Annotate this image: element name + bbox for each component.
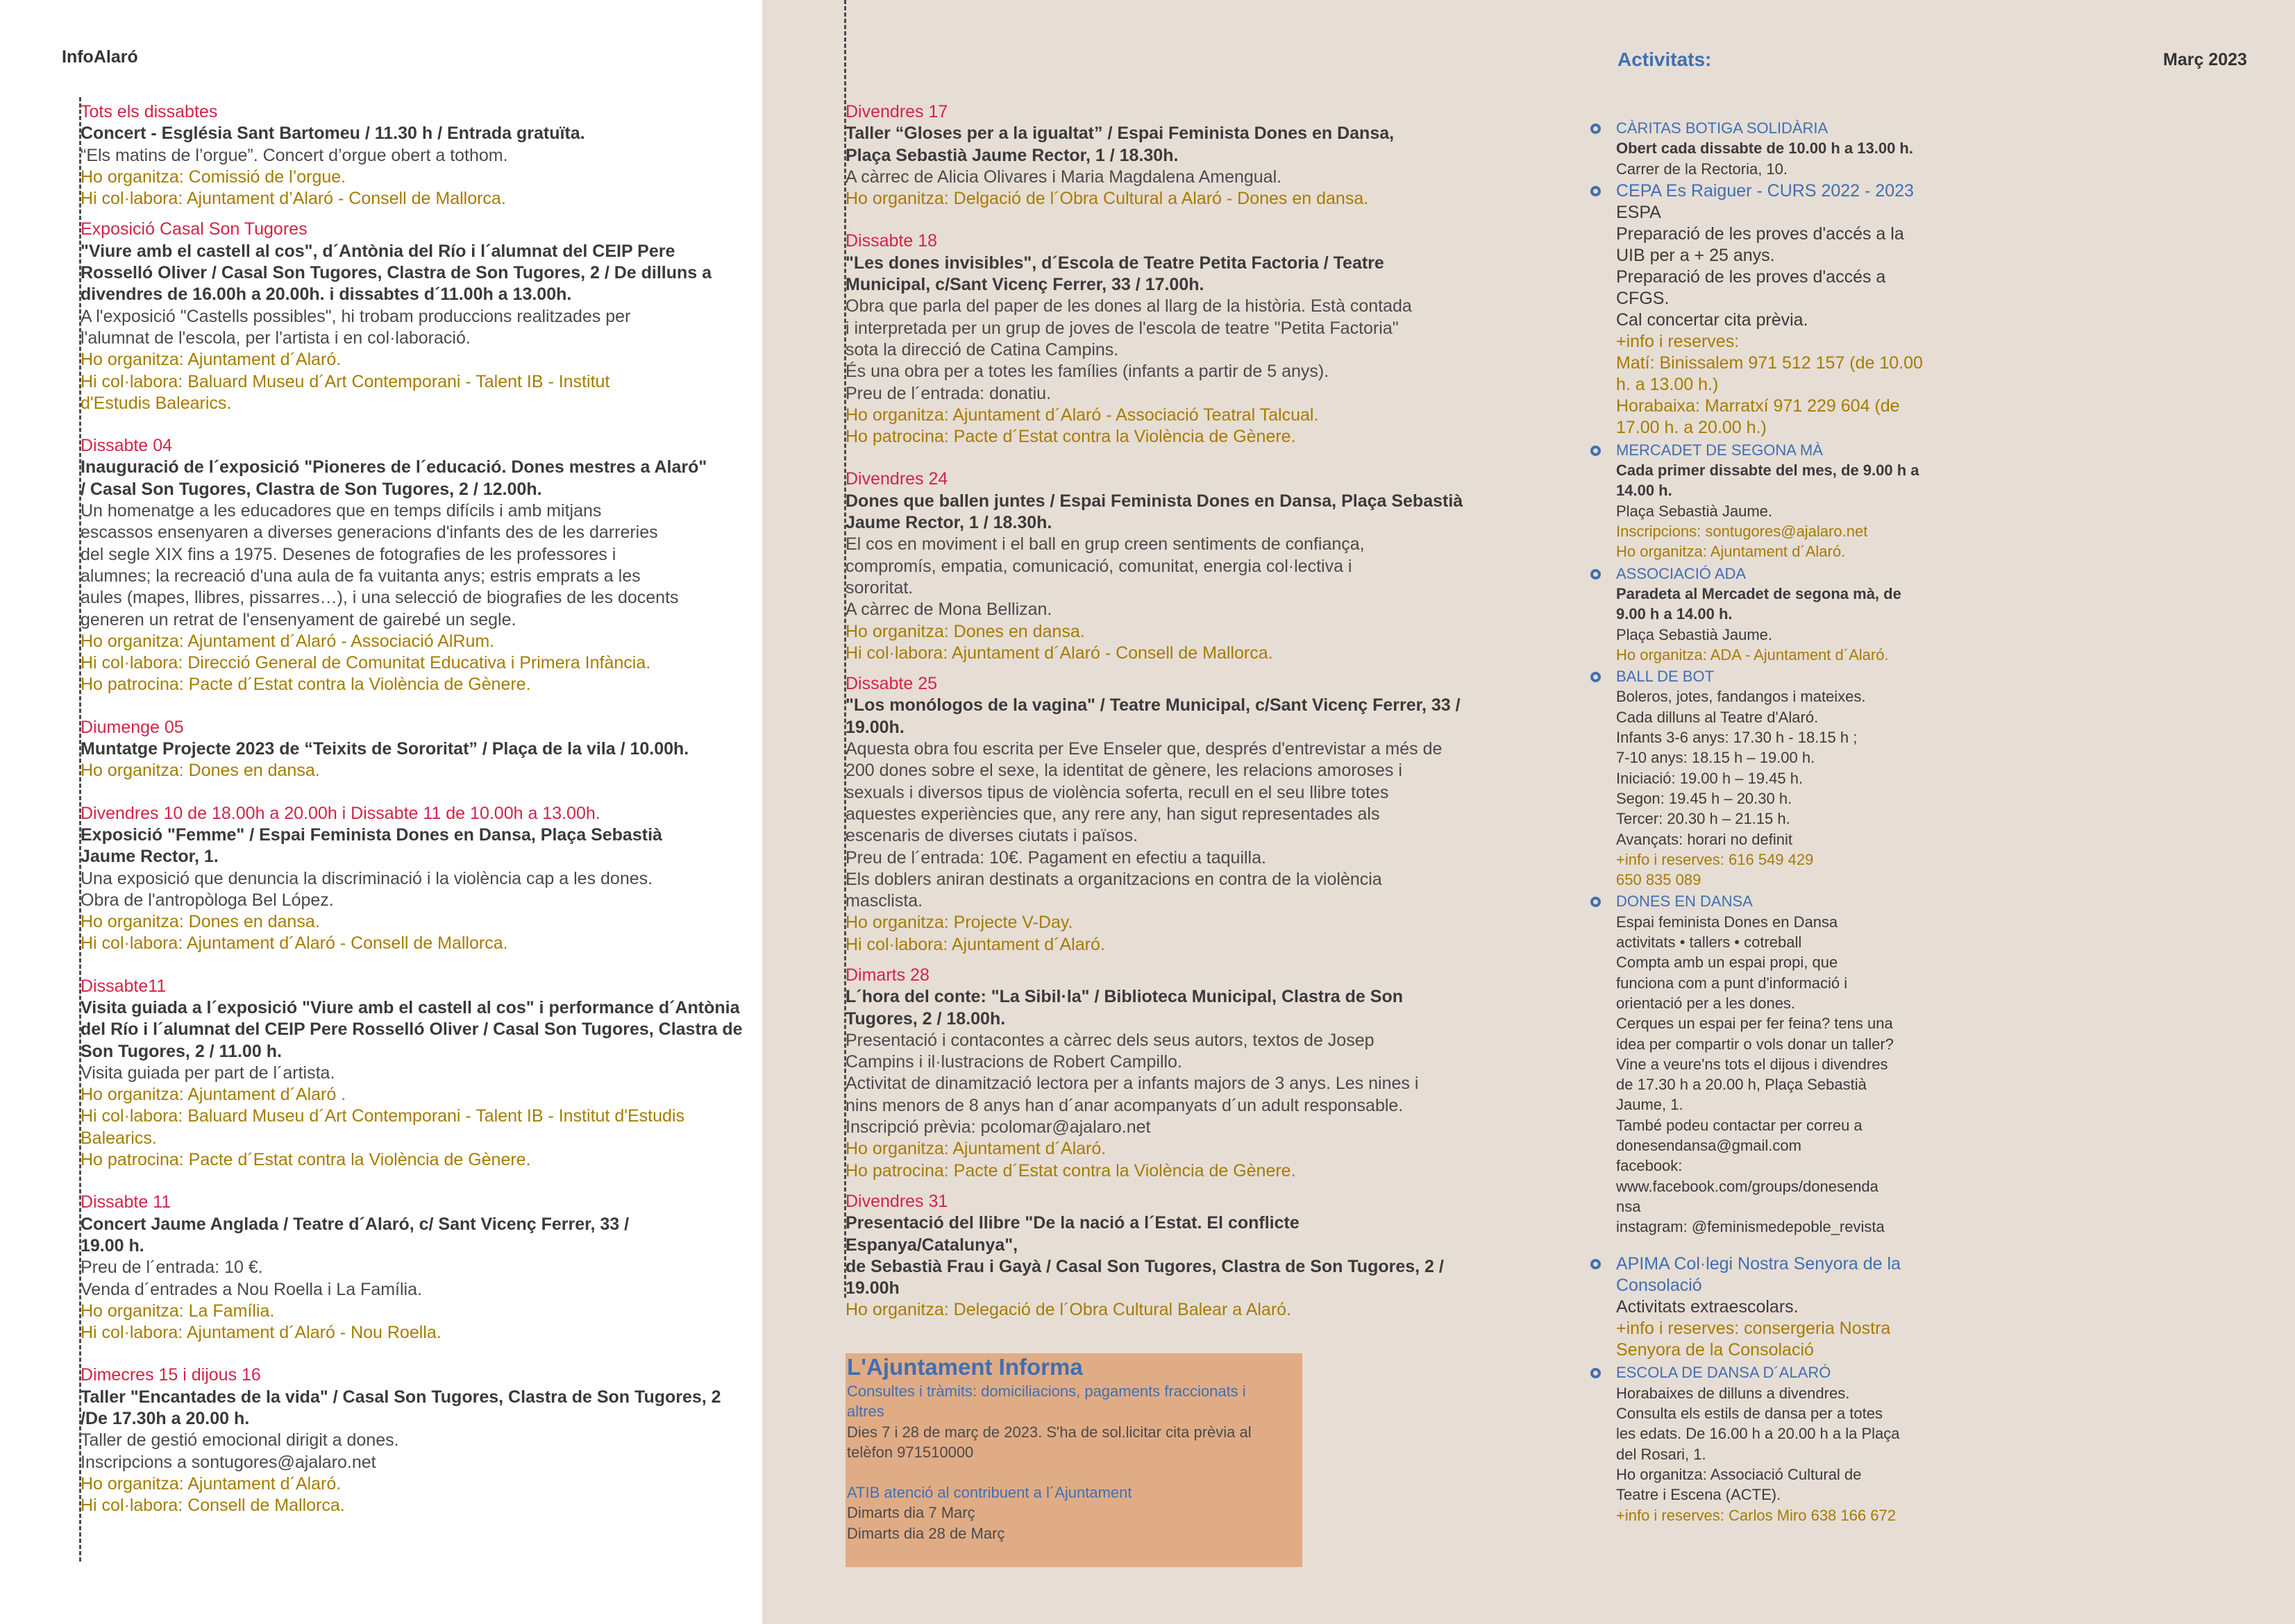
activity-text-line: Consulta els estils de dansa per a totes [1616,1405,1883,1423]
event-date-title: Dissabte 25 [846,674,938,694]
event-organizer-line: Ho organitza: Ajuntament d´Alaró - Associació Teatral Talcual. [846,405,1319,425]
publication-title: InfoAlaró [62,47,138,67]
activity-highlight-line: 14.00 h. [1616,482,1672,500]
event-description-line: Obra de l'antropòloga Bel López. [81,890,334,910]
event-date-title: Diumenge 05 [81,717,184,737]
activity-text-line: 7-10 anys: 18.15 h – 19.00 h. [1616,749,1815,767]
bullet-circle-icon [1590,446,1601,456]
event-block [81,1192,747,1344]
event-organizer-line: Ho organitza: Dones en dansa. [81,761,320,781]
activity-text-line: de 17.30 h a 20.00 h, Plaça Sebastià [1616,1076,1867,1094]
event-date-title: Divendres 24 [846,469,948,489]
event-heading-line: Dones que ballen juntes / Espai Feminista Dones en Dansa, Plaça Sebastià [846,491,1463,511]
event-date-title: Divendres 10 de 18.00h a 20.00h i Dissabte 11 de 10.00h a 13.00h. [81,803,600,823]
event-date-title: Dimarts 28 [846,965,930,985]
event-description-line: A càrrec de Mona Bellizan. [846,600,1052,620]
activity-title-continued: Consolació [1616,1276,1702,1296]
event-description-line: aules (mapes, llibres, pissarres…), i una selecció de biografies de les docents [81,588,679,608]
event-heading-line: divendres de 16.00h a 20.00h. i dissabtes d´11.00h a 13.00h. [81,285,572,305]
event-date-title: Dimecres 15 i dijous 16 [81,1365,261,1385]
event-organizer-line: Ho organitza: Comissió de l’orgue. [81,167,346,187]
activity-text-line: Vine a veure'ns tots el dijous i divendres [1616,1055,1888,1073]
event-heading-line: Taller "Encantades de la vida" / Casal Son Tugores, Clastra de Son Tugores, 2 [81,1387,721,1407]
activity-highlight-line: 9.00 h a 14.00 h. [1616,605,1733,623]
event-organizer-line: Ho patrocina: Pacte d´Estat contra la Violència de Gènere. [846,1160,1296,1181]
activity-text-line: orientació per a les dones. [1616,994,1796,1012]
activity-info-line: +info i reserves: 616 549 429 [1616,850,1814,868]
event-heading-line: Exposició "Femme" / Espai Feminista Dones en Dansa, Plaça Sebastià [81,824,662,845]
activity-text-line: del Rosari, 1. [1616,1445,1706,1463]
event-date-title: Dissabte11 [81,976,167,996]
ajuntament-text-line: telèfon 971510000 [847,1443,974,1461]
activity-text-line: Teatre i Escena (ACTE). [1616,1486,1781,1504]
event-heading-line: Taller “Gloses per a la igualtat” / Espai Feminista Dones en Dansa, [846,124,1395,144]
event-block [846,965,1470,1182]
activity-text-line: Preparació de les proves d'accés a [1616,267,1886,287]
event-description-line: i interpretada per un grup de joves de l'escola de teatre "Petita Factoria" [846,318,1399,338]
activity-info-line: 17.00 h. a 20.00 h.) [1616,417,1767,437]
activity-title: ESCOLA DE DANSA D´ALARÓ [1616,1364,1831,1382]
event-organizer-line: Ho patrocina: Pacte d´Estat contra la Violència de Gènere. [81,675,531,695]
ajuntament-informa-box [846,1353,1302,1567]
event-description-line: Activitat de dinamització lectora per a infants majors de 3 anys. Les nines i [846,1074,1419,1094]
event-block [81,101,747,210]
event-heading-line: Muntatge Projecte 2023 de “Teixits de Sororitat” / Plaça de la vila / 10.00h. [81,739,689,759]
activity-highlight-line: Paradeta al Mercadet de segona mà, de [1616,584,1901,602]
event-organizer-line: Balearics. [81,1128,157,1148]
event-description-line: escenaris de diverses ciutats i països. [846,826,1138,846]
event-heading-line: de Sebastià Frau i Gayà / Casal Son Tugores, Clastra de Son Tugores, 2 / [846,1256,1444,1276]
ajuntament-subheading-line: ATIB atenció al contribuent a l´Ajuntament [847,1484,1132,1502]
bullet-circle-icon [1590,124,1601,134]
activity-info-line: +info i reserves: Carlos Miro 638 166 672 [1616,1506,1896,1524]
event-organizer-line: Ho organitza: Dones en dansa. [81,912,320,932]
event-block [846,101,1470,210]
activity-text-line: Boleros, jotes, fandangos i mateixes. [1616,688,1866,706]
event-organizer-line: Hi col·labora: Ajuntament d´Alaró - Consell de Mallorca. [81,933,508,954]
activity-info-line: +info i reserves: [1616,331,1740,351]
ajuntament-informa-body [847,1381,1302,1543]
event-description-line: sororitat. [846,577,914,598]
activity-info-line: +info i reserves: consergeria Nostra [1616,1319,1891,1339]
event-date-title: Divendres 31 [846,1191,948,1211]
event-heading-line: "Los monólogos de la vagina" / Teatre Municipal, c/Sant Vicenç Ferrer, 33 / [846,695,1461,716]
event-description-line: Preu de l´entrada: 10 €. [81,1258,263,1278]
activity-text-line: Segon: 19.45 h – 20.30 h. [1616,789,1792,807]
event-description-line: A càrrec de Alicia Olivares i Maria Magdalena Amengual. [846,167,1282,187]
activity-text-line: Cal concertar cita prèvia. [1616,310,1808,330]
activity-title: CEPA Es Raiguer - CURS 2022 - 2023 [1616,180,1914,201]
activity-text-line: Carrer de la Rectoria, 10. [1616,160,1788,178]
event-block [81,717,747,782]
event-description-line: És una obra per a totes les famílies (infants a partir de 5 anys). [846,362,1329,382]
activity-text-line: ESPA [1616,202,1661,222]
activity-text-line: activitats • tallers • cotreball [1616,933,1802,951]
activity-text-line: Cerques un espai per fer feina? tens una [1616,1015,1893,1033]
event-date-title: Tots els dissabtes [81,102,218,121]
event-organizer-line: Ho patrocina: Pacte d´Estat contra la Violència de Gènere. [81,1150,531,1170]
activity-text-line: les edats. De 16.00 h a 20.00 h a la Plaça [1616,1425,1900,1443]
event-description-line: “Els matins de l’orgue”. Concert d’orgue obert a tothom. [81,145,508,165]
activity-text-line: www.facebook.com/groups/donesenda [1616,1177,1878,1195]
event-heading-line: Son Tugores, 2 / 11.00 h. [81,1041,282,1061]
event-organizer-line: Hi col·labora: Baluard Museu d´Art Contemporani - Talent IB - Institut [81,371,610,391]
ajuntament-informa-title: L'Ajuntament Informa [847,1354,1083,1380]
event-organizer-line: Ho organitza: Ajuntament d´Alaró. [81,350,342,370]
event-heading-line: /De 17.30h a 20.00 h. [81,1409,250,1429]
activity-text-line: instagram: @feminismedepoble_revista [1616,1218,1885,1236]
activity-info-line: Inscripcions: sontugores@ajalaro.net [1616,523,1868,541]
activity-block [1616,1253,1928,1361]
activity-title: ASSOCIACIÓ ADA [1616,564,1747,582]
activity-text-line: Jaume, 1. [1616,1096,1683,1114]
activity-info-line: Ho organitza: Ajuntament d´Alaró. [1616,543,1846,561]
event-heading-line: Municipal, c/Sant Vicenç Ferrer, 33 / 17.00h. [846,275,1204,295]
event-description-line: 200 dones sobre el sexe, la identitat de gènere, les relacions amoroses i [846,761,1402,781]
activity-text-line: nsa [1616,1197,1641,1215]
activity-text-line: Plaça Sebastià Jaume. [1616,502,1773,520]
event-block [846,673,1470,956]
activity-block [1616,440,1928,562]
activity-info-line: Matí: Binissalem 971 512 157 (de 10.00 [1616,353,1923,373]
bullet-circle-icon [1590,569,1601,580]
activity-title: APIMA Col·legi Nostra Senyora de la [1616,1254,1901,1274]
activity-text-line: CFGS. [1616,288,1670,308]
event-description-line: escassos ensenyaren a diverses generacions d'infants des de les darreries [81,523,658,543]
ajuntament-subheading-line: Consultes i tràmits: domiciliacions, pagaments fraccionats i [847,1382,1246,1400]
event-description-line: Visita guiada per part de l´artista. [81,1063,335,1083]
event-heading-line: Presentació del llibre "De la nació a l´Estat. El conflicte Espanya/Catalunya", [846,1213,1300,1255]
event-heading-line: Tugores, 2 / 18.00h. [846,1008,1006,1029]
event-organizer-line: Ho organitza: Ajuntament d´Alaró. [846,1139,1107,1159]
event-organizer-line: Hi col·labora: Ajuntament d’Alaró - Consell de Mallorca. [81,189,506,209]
bullet-circle-icon [1590,186,1601,196]
activity-title: MERCADET DE SEGONA MÀ [1616,441,1823,459]
issue-date: Març 2023 [2163,50,2247,69]
event-description-line: alumnes; la recreació d'una aula de fa vuitanta anys; estris emprats a les [81,566,641,586]
events-column-1 [81,101,747,1526]
activity-title: BALL DE BOT [1616,668,1715,686]
event-block [81,1364,747,1516]
event-heading-line: "Les dones invisibles", d´Escola de Teatre Petita Factoria / Teatre [846,253,1384,273]
event-description-line: Venda d´entrades a Nou Roella i La Família. [81,1279,422,1299]
event-description-line: Els doblers aniran destinats a organitzacions en contra de la violència [846,869,1382,889]
event-heading-line: 19.00h [846,1278,900,1299]
activity-text-line: Cada dilluns al Teatre d'Alaró. [1616,708,1819,726]
event-description-line: del segle XIX fins a 1975. Desenes de fotografies de les professores i [81,544,616,564]
event-date-title: Dissabte 18 [846,231,938,251]
event-heading-line: Jaume Rector, 1 / 18.30h. [846,513,1052,533]
activity-info-line: Horabaixa: Marratxí 971 229 604 (de [1616,396,1900,416]
event-organizer-line: Hi col·labora: Ajuntament d´Alaró - Nou Roella. [81,1323,442,1343]
event-description-line: sota la direcció de Catina Campins. [846,339,1119,360]
event-organizer-line: Ho organitza: Delegació de l´Obra Cultural Balear a Alaró. [846,1300,1292,1320]
event-block [81,219,747,414]
activity-block [1616,118,1928,179]
event-description-line: Inscripció prèvia: pcolomar@ajalaro.net [846,1117,1151,1137]
event-date-title: Exposició Casal Son Tugores [81,219,308,239]
event-organizer-line: Ho organitza: La Família. [81,1301,275,1321]
event-heading-line: / Casal Son Tugores, Clastra de Son Tugores, 2 / 12.00h. [81,479,542,499]
event-description-line: Taller de gestió emocional dirigit a dones. [81,1430,399,1450]
event-heading-line: Rosselló Oliver / Casal Son Tugores, Clastra de Son Tugores, 2 / De dilluns a [81,263,712,283]
event-description-line: sexuals i diversos tipus de violència soferta, recull en el seu llibre totes [846,782,1389,802]
activity-highlight-line: Obert cada dissabte de 10.00 h a 13.00 h. [1616,139,1913,158]
event-organizer-line: Ho organitza: Ajuntament d´Alaró. [81,1473,342,1494]
event-heading-line: "Viure amb el castell al cos", d´Antònia del Río i l´alumnat del CEIP Pere [81,241,675,261]
activity-text-line: Horabaixes de dilluns a divendres. [1616,1384,1850,1402]
event-description-line: Inscripcions a sontugores@ajalaro.net [81,1452,376,1472]
activity-text-line: Preparació de les proves d'accés a la [1616,223,1904,244]
events-column-2 [846,101,1470,1330]
ajuntament-text-line: Dimarts dia 7 Març [847,1504,975,1522]
activity-text-line: facebook: [1616,1157,1683,1175]
activity-text-line: UIB per a + 25 anys. [1616,245,1775,265]
event-description-line: nins menors de 8 anys han d´anar acompanyats d´un adult responsable. [846,1095,1404,1115]
event-block [81,976,747,1172]
event-organizer-line: Hi col·labora: Baluard Museu d´Art Contemporani - Talent IB - Institut d'Estudis [81,1106,684,1126]
event-heading-line: 19.00 h. [81,1235,144,1255]
event-organizer-line: Hi col·labora: Direcció General de Comunitat Educativa i Primera Infància. [81,653,651,673]
event-organizer-line: Hi col·labora: Consell de Mallorca. [81,1496,345,1516]
activity-block [1616,891,1928,1237]
activity-title: DONES EN DANSA [1616,893,1753,911]
event-heading-line: 19.00h. [846,717,905,737]
activity-block [1616,564,1928,665]
activities-heading: Activitats: [1617,49,1712,70]
activity-title: CÀRITAS BOTIGA SOLIDÀRIA [1616,119,1829,137]
activity-text-line: Espai feminista Dones en Dansa [1616,913,1838,931]
activity-text-line: Infants 3-6 anys: 17.30 h - 18.15 h ; [1616,729,1858,747]
event-block [81,803,747,955]
activity-text-line: També podeu contactar per correu a [1616,1116,1863,1134]
event-organizer-line: Ho patrocina: Pacte d´Estat contra la Violència de Gènere. [846,427,1296,447]
event-description-line: l'alumnat de l'escola, per l'artista i en col·laboració. [81,328,471,348]
activity-highlight-line: Cada primer dissabte del mes, de 9.00 h a [1616,462,1919,480]
event-description-line: masclista. [846,891,923,911]
event-organizer-line: d'Estudis Balearics. [81,393,232,413]
event-organizer-line: Ho organitza: Ajuntament d´Alaró . [81,1085,346,1105]
activity-text-line: donesendansa@gmail.com [1616,1136,1801,1154]
activity-info-line: Senyora de la Consolació [1616,1340,1814,1360]
activity-block [1616,666,1928,890]
event-block [846,1191,1470,1321]
activity-info-line: Ho organitza: ADA - Ajuntament d´Alaró. [1616,645,1889,663]
event-heading-line: Concert - Església Sant Bartomeu / 11.30 h / Entrada gratuïta. [81,124,585,144]
event-description-line: Una exposició que denuncia la discriminació i la violència cap a les dones. [81,868,653,888]
activity-text-line: Activitats extraescolars. [1616,1297,1799,1317]
event-block [81,435,747,696]
event-organizer-line: Ho organitza: Dones en dansa. [846,621,1085,641]
event-heading-line: Inauguració de l´exposició "Pioneres de l´educació. Dones mestres a Alaró" [81,457,707,477]
event-description-line: Obra que parla del paper de les dones al llarg de la història. Està contada [846,296,1412,316]
event-description-line: generen un retrat de l'ensenyament de gairebé un segle. [81,609,516,629]
event-block [846,468,1470,664]
event-heading-line: Visita guiada a l´exposició "Viure amb el castell al cos" i performance d´Antònia [81,997,740,1017]
event-description-line: Presentació i contacontes a càrrec dels seus autors, textos de Josep [846,1030,1375,1050]
event-organizer-line: Ho organitza: Delgació de l´Obra Cultural a Alaró - Dones en dansa. [846,189,1369,209]
activity-text-line: Iniciació: 19.00 h – 19.45 h. [1616,769,1804,787]
ajuntament-text-line: Dimarts dia 28 de Març [847,1524,1005,1542]
event-description-line: El cos en moviment i el ball en grup creen sentiments de confiança, [846,534,1365,555]
ajuntament-text-line: Dies 7 i 28 de març de 2023. S'ha de sol.licitar cita prèvia al [847,1423,1252,1441]
activity-text-line: Ho organitza: Associació Cultural de [1616,1465,1862,1483]
event-date-title: Divendres 17 [846,102,948,121]
event-date-title: Dissabte 04 [81,436,173,456]
event-description-line: Campins i il·lustracions de Robert Campillo. [846,1052,1182,1072]
event-organizer-line: Ho organitza: Ajuntament d´Alaró - Associació AlRum. [81,631,495,651]
event-heading-line: Plaça Sebastià Jaume Rector, 1 / 18.30h. [846,145,1179,165]
event-description-line: aquestes experiències que, any rere any, han sigut representades als [846,804,1380,824]
activity-text-line: Avançats: horari no definit [1616,830,1792,848]
activity-block [1616,180,1928,439]
event-date-title: Dissabte 11 [81,1192,171,1212]
event-organizer-line: Hi col·labora: Ajuntament d´Alaró - Consell de Mallorca. [846,643,1273,663]
event-description-line: A l'exposició "Castells possibles", hi trobam produccions realitzades per [81,306,631,326]
activity-text-line: Tercer: 20.30 h – 21.15 h. [1616,810,1790,828]
activity-text-line: Compta amb un espai propi, que [1616,954,1838,972]
activity-text-line: funciona com a punt d'informació i [1616,974,1848,992]
activity-info-line: h. a 13.00 h.) [1616,374,1719,394]
event-heading-line: Jaume Rector, 1. [81,847,219,867]
activities-column [1616,118,1928,1527]
event-organizer-line: Ho organitza: Projecte V-Day. [846,913,1073,933]
event-organizer-line: Hi col·labora: Ajuntament d´Alaró. [846,934,1105,954]
activity-text-line: idea per compartir o vols donar un taller? [1616,1035,1894,1053]
ajuntament-subheading-line: altres [847,1403,884,1421]
activity-text-line: Plaça Sebastià Jaume. [1616,625,1773,643]
event-description-line: Un homenatge a les educadores que en temps difícils i amb mitjans [81,501,602,521]
event-heading-line: del Río i l´alumnat del CEIP Pere Rosselló Oliver / Casal Son Tugores, Clastra de [81,1020,743,1040]
event-block [846,230,1470,448]
activity-info-line: 650 835 089 [1616,871,1701,889]
event-description-line: compromís, empatia, comunicació, comunitat, energia col·lectiva i [846,556,1352,576]
activity-block [1616,1362,1928,1525]
event-heading-line: Concert Jaume Anglada / Teatre d´Alaró, c/ Sant Vicenç Ferrer, 33 / [81,1214,630,1234]
spacer [847,1462,1302,1482]
event-description-line: Preu de l´entrada: donatiu. [846,383,1052,403]
event-heading-line: L´hora del conte: "La Sibil·la" / Biblioteca Municipal, Clastra de Son [846,987,1403,1007]
event-description-line: Preu de l´entrada: 10€. Pagament en efectiu a taquilla. [846,847,1266,868]
event-description-line: Aquesta obra fou escrita per Eve Enseler que, després d'entrevistar a més de [846,739,1443,759]
